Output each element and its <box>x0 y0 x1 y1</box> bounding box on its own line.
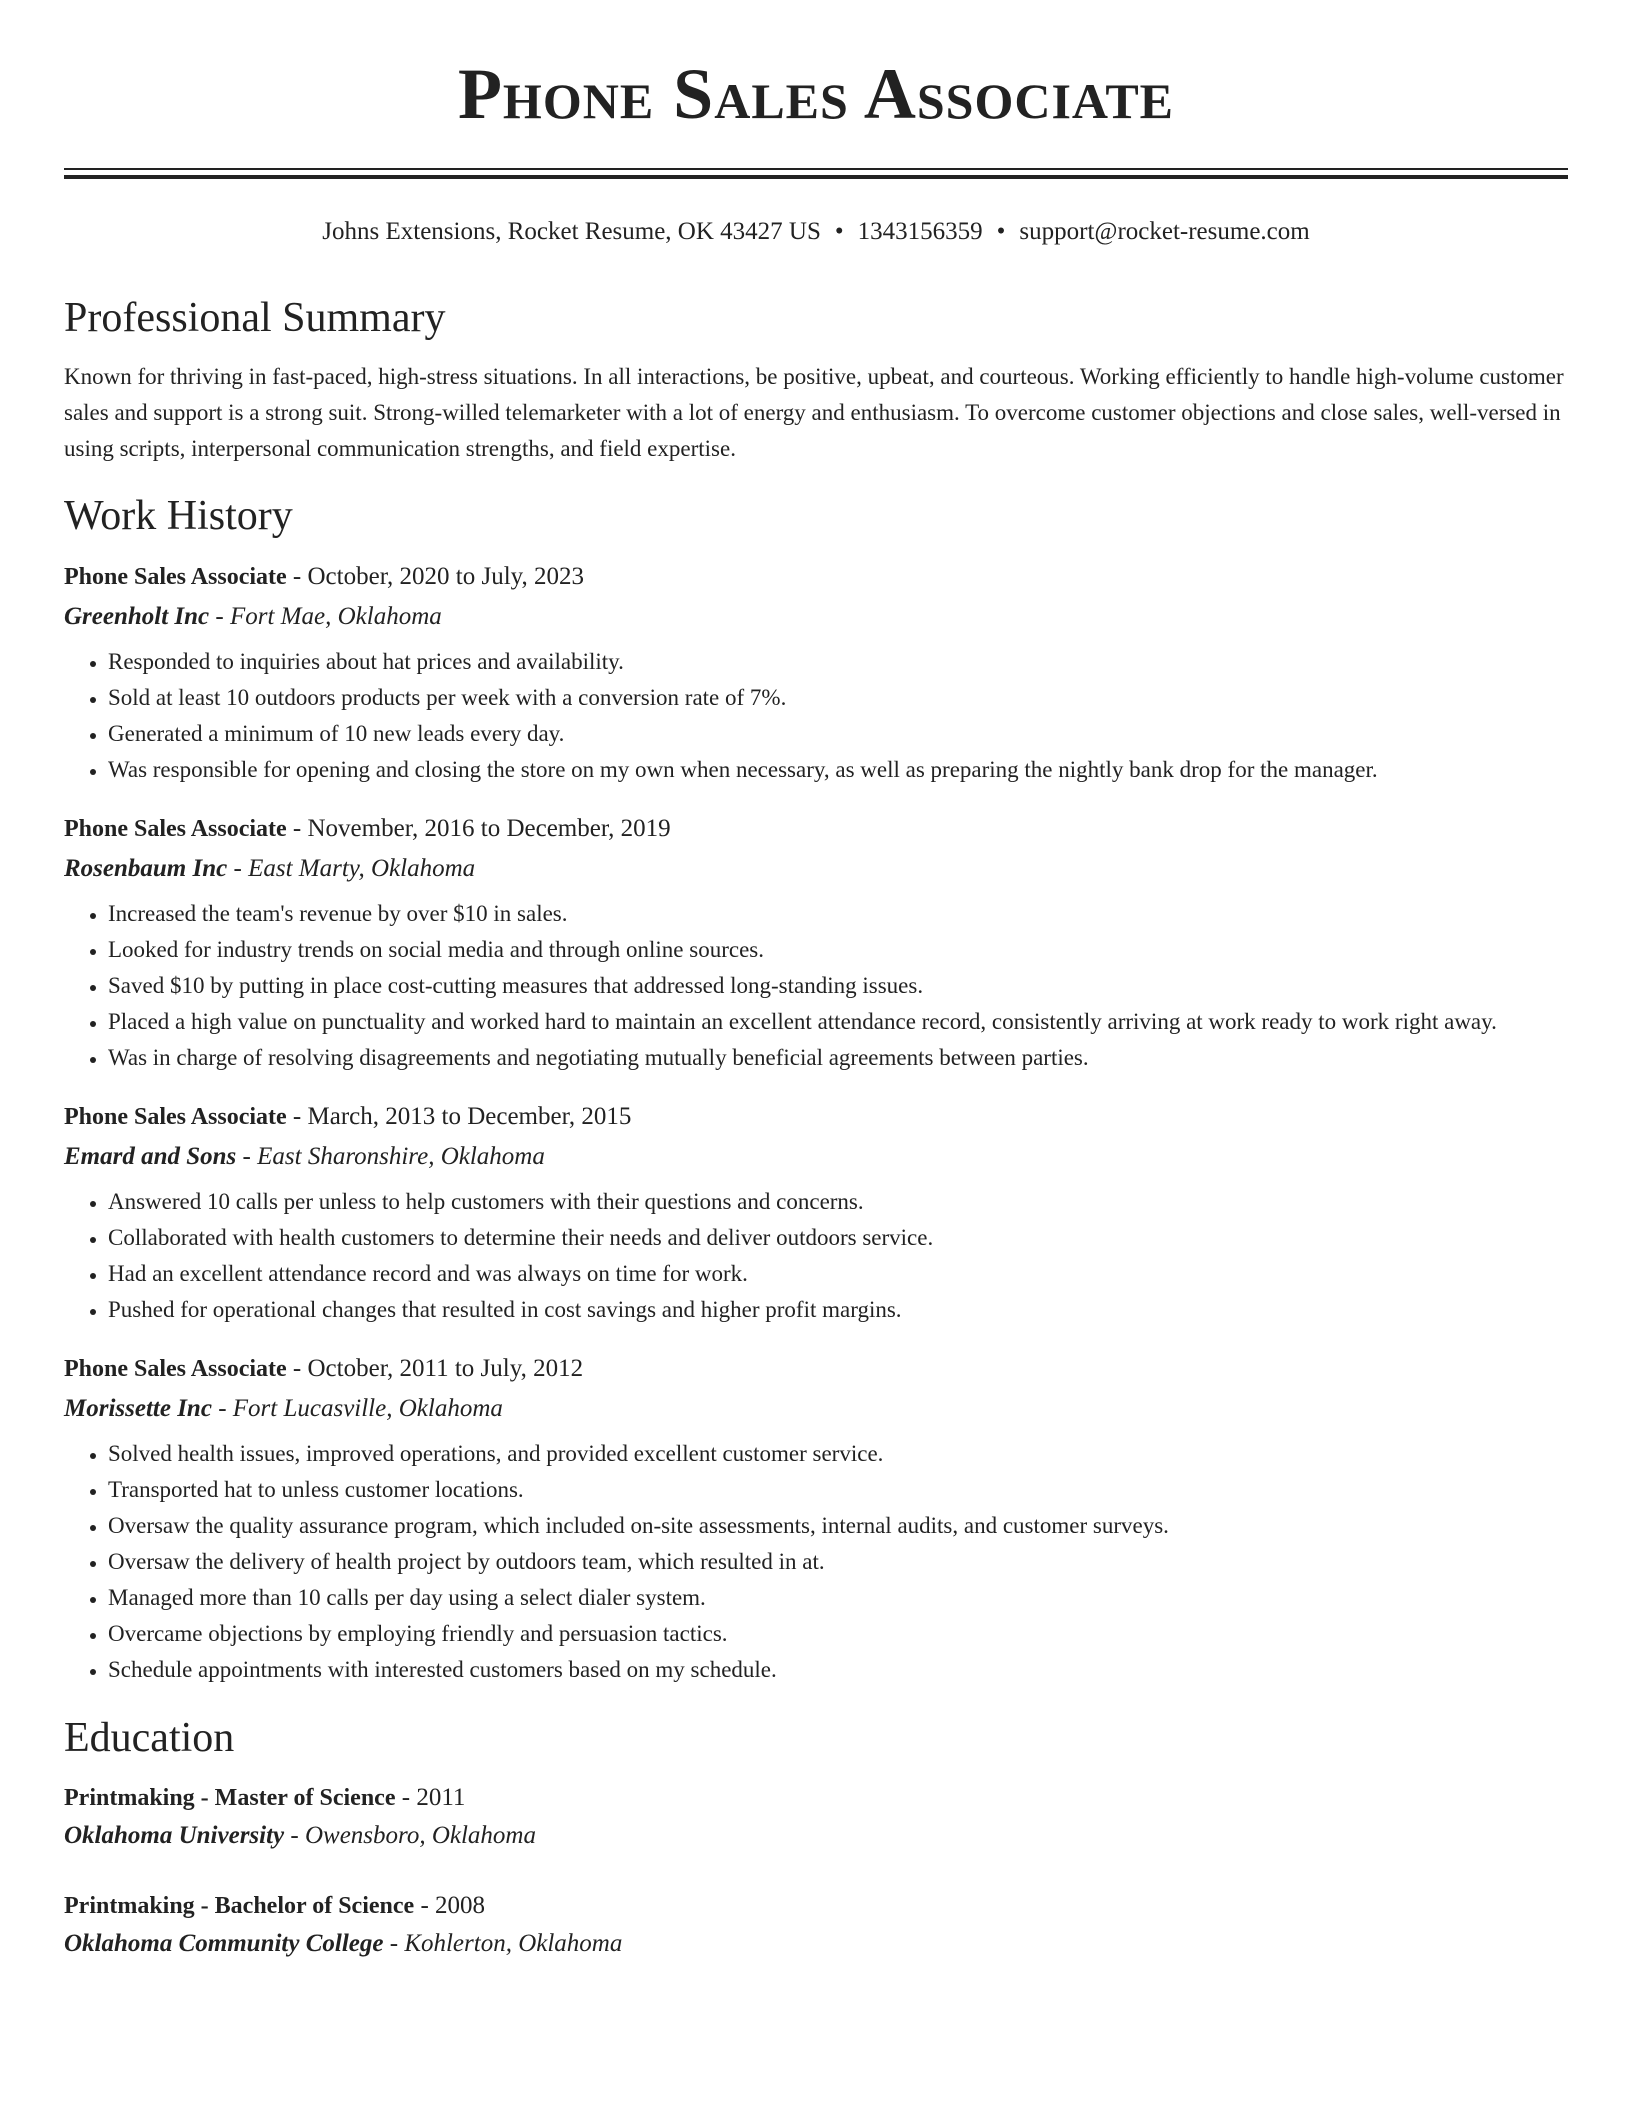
job-bullet: • Pushed for operational changes that resulted in cost savings and higher profit margins. <box>108 1292 1568 1328</box>
job-title-line <box>64 1097 1568 1137</box>
dash: - <box>211 1395 233 1422</box>
dash: - <box>227 855 249 882</box>
dash: - <box>286 1103 308 1130</box>
job-entry <box>64 557 1568 788</box>
job-bullet: • Oversaw the delivery of health project by outdoors team, which resulted in at. <box>108 1544 1568 1580</box>
job-role: Phone Sales Associate <box>64 564 287 590</box>
job-bullet: • Had an excellent attendance record and was always on time for work. <box>108 1256 1568 1292</box>
job-title-line <box>64 557 1568 597</box>
dash: - <box>284 1822 305 1849</box>
job-bullet: • Placed a high value on punctuality and worked hard to maintain an excellent attendance record, consistently arriving at work ready to work right away. <box>108 1004 1568 1040</box>
job-bullet: • Answered 10 calls per unless to help customers with their questions and concerns. <box>108 1184 1568 1220</box>
job-bullet: • Saved $10 by putting in place cost-cutting measures that addressed long-standing issues. <box>108 968 1568 1004</box>
job-company: Greenholt Inc <box>64 603 210 630</box>
job-location: Fort Lucasville, Oklahoma <box>232 1395 503 1422</box>
job-company-line <box>64 849 1568 888</box>
education-degree-line <box>64 1887 1568 1925</box>
job-bullets <box>64 644 1568 788</box>
job-bullet: • Schedule appointments with interested customers based on my schedule. <box>108 1652 1568 1688</box>
job-bullet: • Sold at least 10 outdoors products per week with a conversion rate of 7%. <box>108 680 1568 716</box>
contact-line <box>0 216 1632 248</box>
contact-separator: • <box>996 218 1006 245</box>
dash: - <box>209 603 230 630</box>
education-year: 2008 <box>435 1892 486 1919</box>
job-bullet: • Solved health issues, improved operations, and provided excellent customer service. <box>108 1436 1568 1472</box>
work-history-section <box>64 487 1568 1688</box>
dash: - <box>395 1784 417 1811</box>
education-degree: Printmaking - Bachelor of Science <box>64 1893 415 1919</box>
job-location: Fort Mae, Oklahoma <box>229 603 442 630</box>
job-bullet: • Managed more than 10 calls per day using a select dialer system. <box>108 1580 1568 1616</box>
summary-section <box>64 289 1568 467</box>
education-location: Owensboro, Oklahoma <box>304 1822 536 1849</box>
title-divider-thin <box>64 168 1568 170</box>
dash: - <box>414 1892 436 1919</box>
job-entry <box>64 809 1568 1076</box>
dash: - <box>286 1355 308 1382</box>
education-entry <box>64 1887 1568 1963</box>
contact-email: support@rocket-resume.com <box>1019 218 1310 245</box>
job-dates: October, 2020 to July, 2023 <box>307 563 585 590</box>
job-bullets <box>64 1436 1568 1688</box>
job-role: Phone Sales Associate <box>64 1356 287 1382</box>
education-heading: Education <box>64 1715 235 1761</box>
education-school-line <box>64 1817 1568 1855</box>
job-dates: October, 2011 to July, 2012 <box>307 1355 584 1382</box>
job-bullet: • Responded to inquiries about hat prices and availability. <box>108 644 1568 680</box>
job-bullet: • Was responsible for opening and closing the store on my own when necessary, as well as preparing the nightly bank drop for the manager. <box>108 752 1568 788</box>
education-section <box>64 1709 1568 1963</box>
dash: - <box>286 815 308 842</box>
job-bullet: • Generated a minimum of 10 new leads every day. <box>108 716 1568 752</box>
job-company-line <box>64 597 1568 636</box>
job-bullet: • Overcame objections by employing friendly and persuasion tactics. <box>108 1616 1568 1652</box>
job-company: Morissette Inc <box>64 1395 212 1422</box>
job-location: East Sharonshire, Oklahoma <box>257 1143 545 1170</box>
job-bullets <box>64 1184 1568 1328</box>
contact-separator: • <box>834 218 844 245</box>
job-bullet: • Increased the team's revenue by over $10 in sales. <box>108 896 1568 932</box>
education-school-line <box>64 1925 1568 1963</box>
resume-title: Phone Sales Associate <box>457 54 1175 134</box>
job-bullet: • Was in charge of resolving disagreements and negotiating mutually beneficial agreements between parties. <box>108 1040 1568 1076</box>
job-bullet: • Oversaw the quality assurance program, which included on-site assessments, internal audits, and customer surveys. <box>108 1508 1568 1544</box>
job-entry <box>64 1097 1568 1328</box>
job-company: Rosenbaum Inc <box>64 855 228 882</box>
job-title-line <box>64 1349 1568 1389</box>
job-location: East Marty, Oklahoma <box>248 855 476 882</box>
job-bullet: • Transported hat to unless customer locations. <box>108 1472 1568 1508</box>
contact-phone: 1343156359 <box>857 218 983 245</box>
education-year: 2011 <box>416 1784 466 1811</box>
summary-text: Known for thriving in fast-paced, high-stress situations. In all interactions, be positive, upbeat, and courteous. Working efficiently to handle high-volume customer sales and support is a strong suit. Strong-willed telemarketer with a lot of energy and enthusiasm. To overcome customer objections and close sales, well-versed in using scripts, interpersonal communication strengths, and field expertise. <box>64 364 1564 461</box>
job-company-line <box>64 1137 1568 1176</box>
education-school: Oklahoma University <box>64 1822 285 1849</box>
job-dates: November, 2016 to December, 2019 <box>307 815 671 842</box>
work-history-heading: Work History <box>64 493 293 539</box>
job-entry <box>64 1349 1568 1688</box>
job-dates: March, 2013 to December, 2015 <box>307 1103 632 1130</box>
resume-content <box>64 289 1568 1995</box>
job-bullets <box>64 896 1568 1076</box>
job-role: Phone Sales Associate <box>64 1104 287 1130</box>
education-degree-line <box>64 1779 1568 1817</box>
summary-heading: Professional Summary <box>64 295 446 341</box>
title-divider-thick <box>64 175 1568 179</box>
contact-address: Johns Extensions, Rocket Resume, OK 43427 US <box>322 218 821 245</box>
job-company-line <box>64 1389 1568 1428</box>
dash: - <box>383 1930 405 1957</box>
education-degree: Printmaking - Master of Science <box>64 1785 396 1811</box>
education-location: Kohlerton, Oklahoma <box>404 1930 623 1957</box>
dash: - <box>286 563 308 590</box>
job-bullet: • Collaborated with health customers to determine their needs and deliver outdoors service. <box>108 1220 1568 1256</box>
job-title-line <box>64 809 1568 849</box>
education-school: Oklahoma Community College <box>64 1930 384 1957</box>
education-entry <box>64 1779 1568 1855</box>
job-bullet: • Looked for industry trends on social media and through online sources. <box>108 932 1568 968</box>
job-role: Phone Sales Associate <box>64 816 287 842</box>
dash: - <box>236 1143 258 1170</box>
job-company: Emard and Sons <box>64 1143 237 1170</box>
